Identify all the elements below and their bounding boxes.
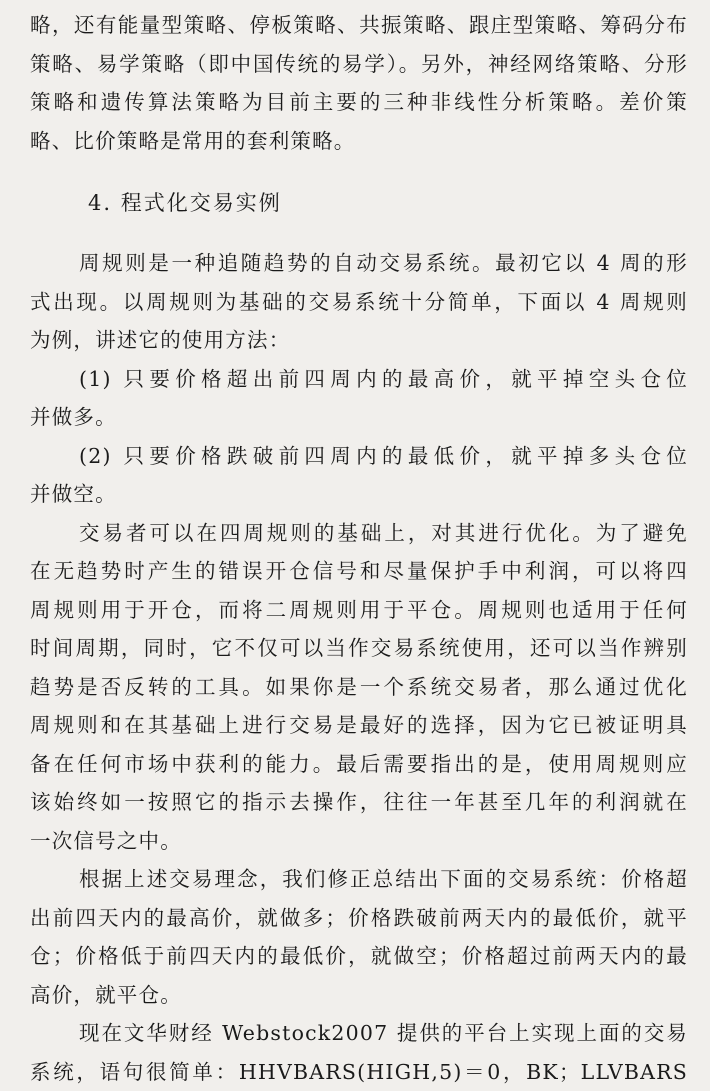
- paragraph-week-rule: [30, 244, 688, 360]
- rule-one: [30, 360, 688, 437]
- text-line: 根据上述交易理念，我们修正总结出下面的交易系统：价格超: [30, 860, 688, 899]
- paragraph-optimization: [30, 514, 688, 861]
- text-line: 周规则用于开仓，而将二周规则用于平仓。周规则也适用于任何: [30, 591, 688, 630]
- section-heading: 4. 程式化交易实例: [30, 186, 688, 220]
- paragraph-webstock: [30, 1014, 688, 1091]
- text-line: (2) 只要价格跌破前四周内的最低价，就平掉多头仓位: [30, 437, 688, 476]
- paragraph-continued: [30, 6, 688, 160]
- text-line: 周规则和在其基础上进行交易是最好的选择，因为它已被证明具: [30, 706, 688, 745]
- text-line: 仓；价格低于前四天内的最低价，就做空；价格超过前两天内的最: [30, 937, 688, 976]
- text-line: 策略和遗传算法策略为目前主要的三种非线性分析策略。差价策: [30, 83, 688, 122]
- text-line: 系统，语句很简单：HHVBARS(HIGH,5)＝0，BK；LLVBARS: [30, 1053, 688, 1091]
- text-line: 该始终如一按照它的指示去操作，往往一年甚至几年的利润就在: [30, 783, 688, 822]
- rule-two: [30, 437, 688, 514]
- text-line: 周规则是一种追随趋势的自动交易系统。最初它以 4 周的形: [30, 244, 688, 283]
- text-line: 时间周期，同时，它不仅可以当作交易系统使用，还可以当作辨别: [30, 629, 688, 668]
- paragraph-revised-system: [30, 860, 688, 1014]
- text-line: 现在文华财经 Webstock2007 提供的平台上实现上面的交易: [30, 1014, 688, 1053]
- text-line: 一次信号之中。: [30, 822, 688, 861]
- text-line: (1) 只要价格超出前四周内的最高价，就平掉空头仓位: [30, 360, 688, 399]
- text-line: 交易者可以在四周规则的基础上，对其进行优化。为了避免: [30, 514, 688, 553]
- text-line: 策略、易学策略（即中国传统的易学）。另外，神经网络策略、分形: [30, 45, 688, 84]
- text-line: 出前四天内的最高价，就做多；价格跌破前两天内的最低价，就平: [30, 899, 688, 938]
- text-line: 为例，讲述它的使用方法：: [30, 321, 688, 360]
- text-line: 式出现。以周规则为基础的交易系统十分简单，下面以 4 周规则: [30, 283, 688, 322]
- text-line: 并做多。: [30, 398, 688, 437]
- text-line: 趋势是否反转的工具。如果你是一个系统交易者，那么通过优化: [30, 668, 688, 707]
- text-line: 略，还有能量型策略、停板策略、共振策略、跟庄型策略、筹码分布: [30, 6, 688, 45]
- text-line: 并做空。: [30, 475, 688, 514]
- text-line: 略、比价策略是常用的套利策略。: [30, 122, 688, 161]
- text-line: 备在任何市场中获利的能力。最后需要指出的是，使用周规则应: [30, 745, 688, 784]
- text-line: 高价，就平仓。: [30, 976, 688, 1015]
- text-line: 在无趋势时产生的错误开仓信号和尽量保护手中利润，可以将四: [30, 552, 688, 591]
